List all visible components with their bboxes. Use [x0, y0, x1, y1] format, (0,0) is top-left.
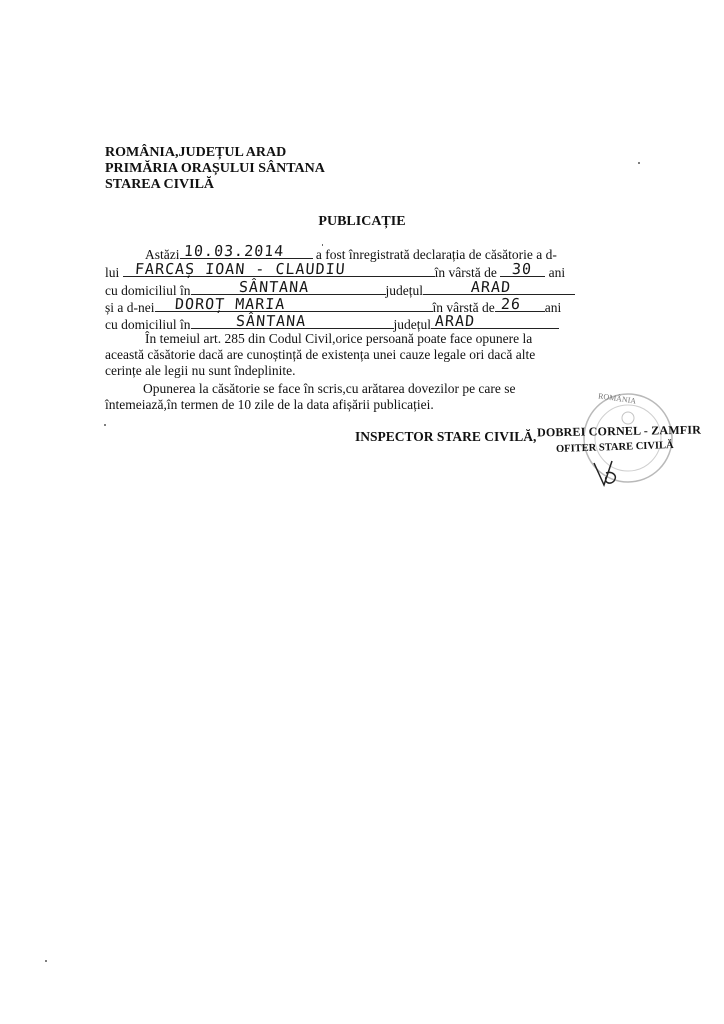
signature-icon: [588, 455, 628, 489]
groom-county-label: județul: [385, 283, 423, 298]
header-town-hall: PRIMĂRIA ORAȘULUI SÂNTANA: [105, 161, 325, 176]
scan-speck: [104, 424, 106, 426]
inspector-title: INSPECTOR STARE CIVILĂ,: [355, 429, 537, 444]
bride-age-value: 26: [500, 295, 522, 313]
date-suffix: a fost înregistrată declarația de căsătorie a d-: [315, 247, 557, 262]
groom-residence-label: cu domiciliul în: [105, 283, 191, 298]
stamp-officer-name: DOBREI CORNEL - ZAMFIR: [536, 422, 702, 440]
stamp-officer-role: OFITER STARE CIVILĂ: [555, 439, 674, 456]
legal-basis-paragraph: În temeiul art. 285 din Codul Civil,orice persoană poate face opunere la această căsătorie dacă are cunoștință de existența unei cauze legale ori dacă alte cerințe ale legii nu sunt îndeplinite.: [105, 331, 536, 378]
bride-residence-field: [191, 312, 394, 330]
groom-age-suffix: ani: [548, 265, 566, 280]
groom-age-field: [500, 260, 545, 278]
bride-name-field: [155, 295, 433, 313]
bride-residence-label: cu domiciliul în: [105, 317, 191, 332]
bride-county-field: [431, 312, 559, 330]
date-value: 10.03.2014: [182, 242, 285, 260]
groom-prefix: lui: [105, 265, 120, 280]
header-country-county: ROMÂNIA,JUDEȚUL ARAD: [105, 145, 287, 160]
bride-name-value: DOROȚ MARIA: [173, 295, 286, 313]
groom-name-value: FARCAȘ IOAN - CLAUDIU: [134, 260, 346, 278]
bride-county-value: ARAD: [434, 312, 476, 330]
groom-county-value: ARAD: [470, 278, 512, 296]
groom-residence-value: SÂNTANA: [237, 278, 310, 296]
groom-age-value: 30: [511, 260, 533, 278]
date-prefix: Astăzi: [145, 247, 180, 262]
date-field: [180, 242, 313, 260]
bride-age-suffix: ani: [544, 300, 562, 315]
document-title: [0, 214, 724, 230]
bride-residence-value: SÂNTANA: [234, 312, 307, 330]
scan-speck: [322, 244, 323, 246]
scan-speck: [45, 960, 47, 962]
document-header: [105, 145, 325, 193]
header-department: STAREA CIVILĂ: [105, 177, 215, 192]
seal-text: ROMÂNIA: [597, 391, 637, 406]
bride-county-label: județul: [393, 317, 431, 332]
groom-county-field: [423, 278, 575, 296]
bride-age-field: [495, 295, 545, 313]
bride-prefix: și a d-nei: [105, 300, 155, 315]
objection-paragraph: Opunerea la căsătorie se face în scris,cu arătarea dovezilor pe care se întemeiază,în termen de 10 zile de la data afișării publicației.: [105, 381, 516, 412]
document-title-text: PUBLICAȚIE: [318, 214, 406, 229]
scan-speck: [638, 162, 640, 164]
groom-name-field: [123, 260, 435, 278]
declaration-line-bride: [105, 295, 562, 316]
groom-residence-field: [191, 278, 386, 296]
groom-age-label: în vârstă de: [434, 265, 497, 280]
bride-age-label: în vârstă de: [432, 300, 495, 315]
